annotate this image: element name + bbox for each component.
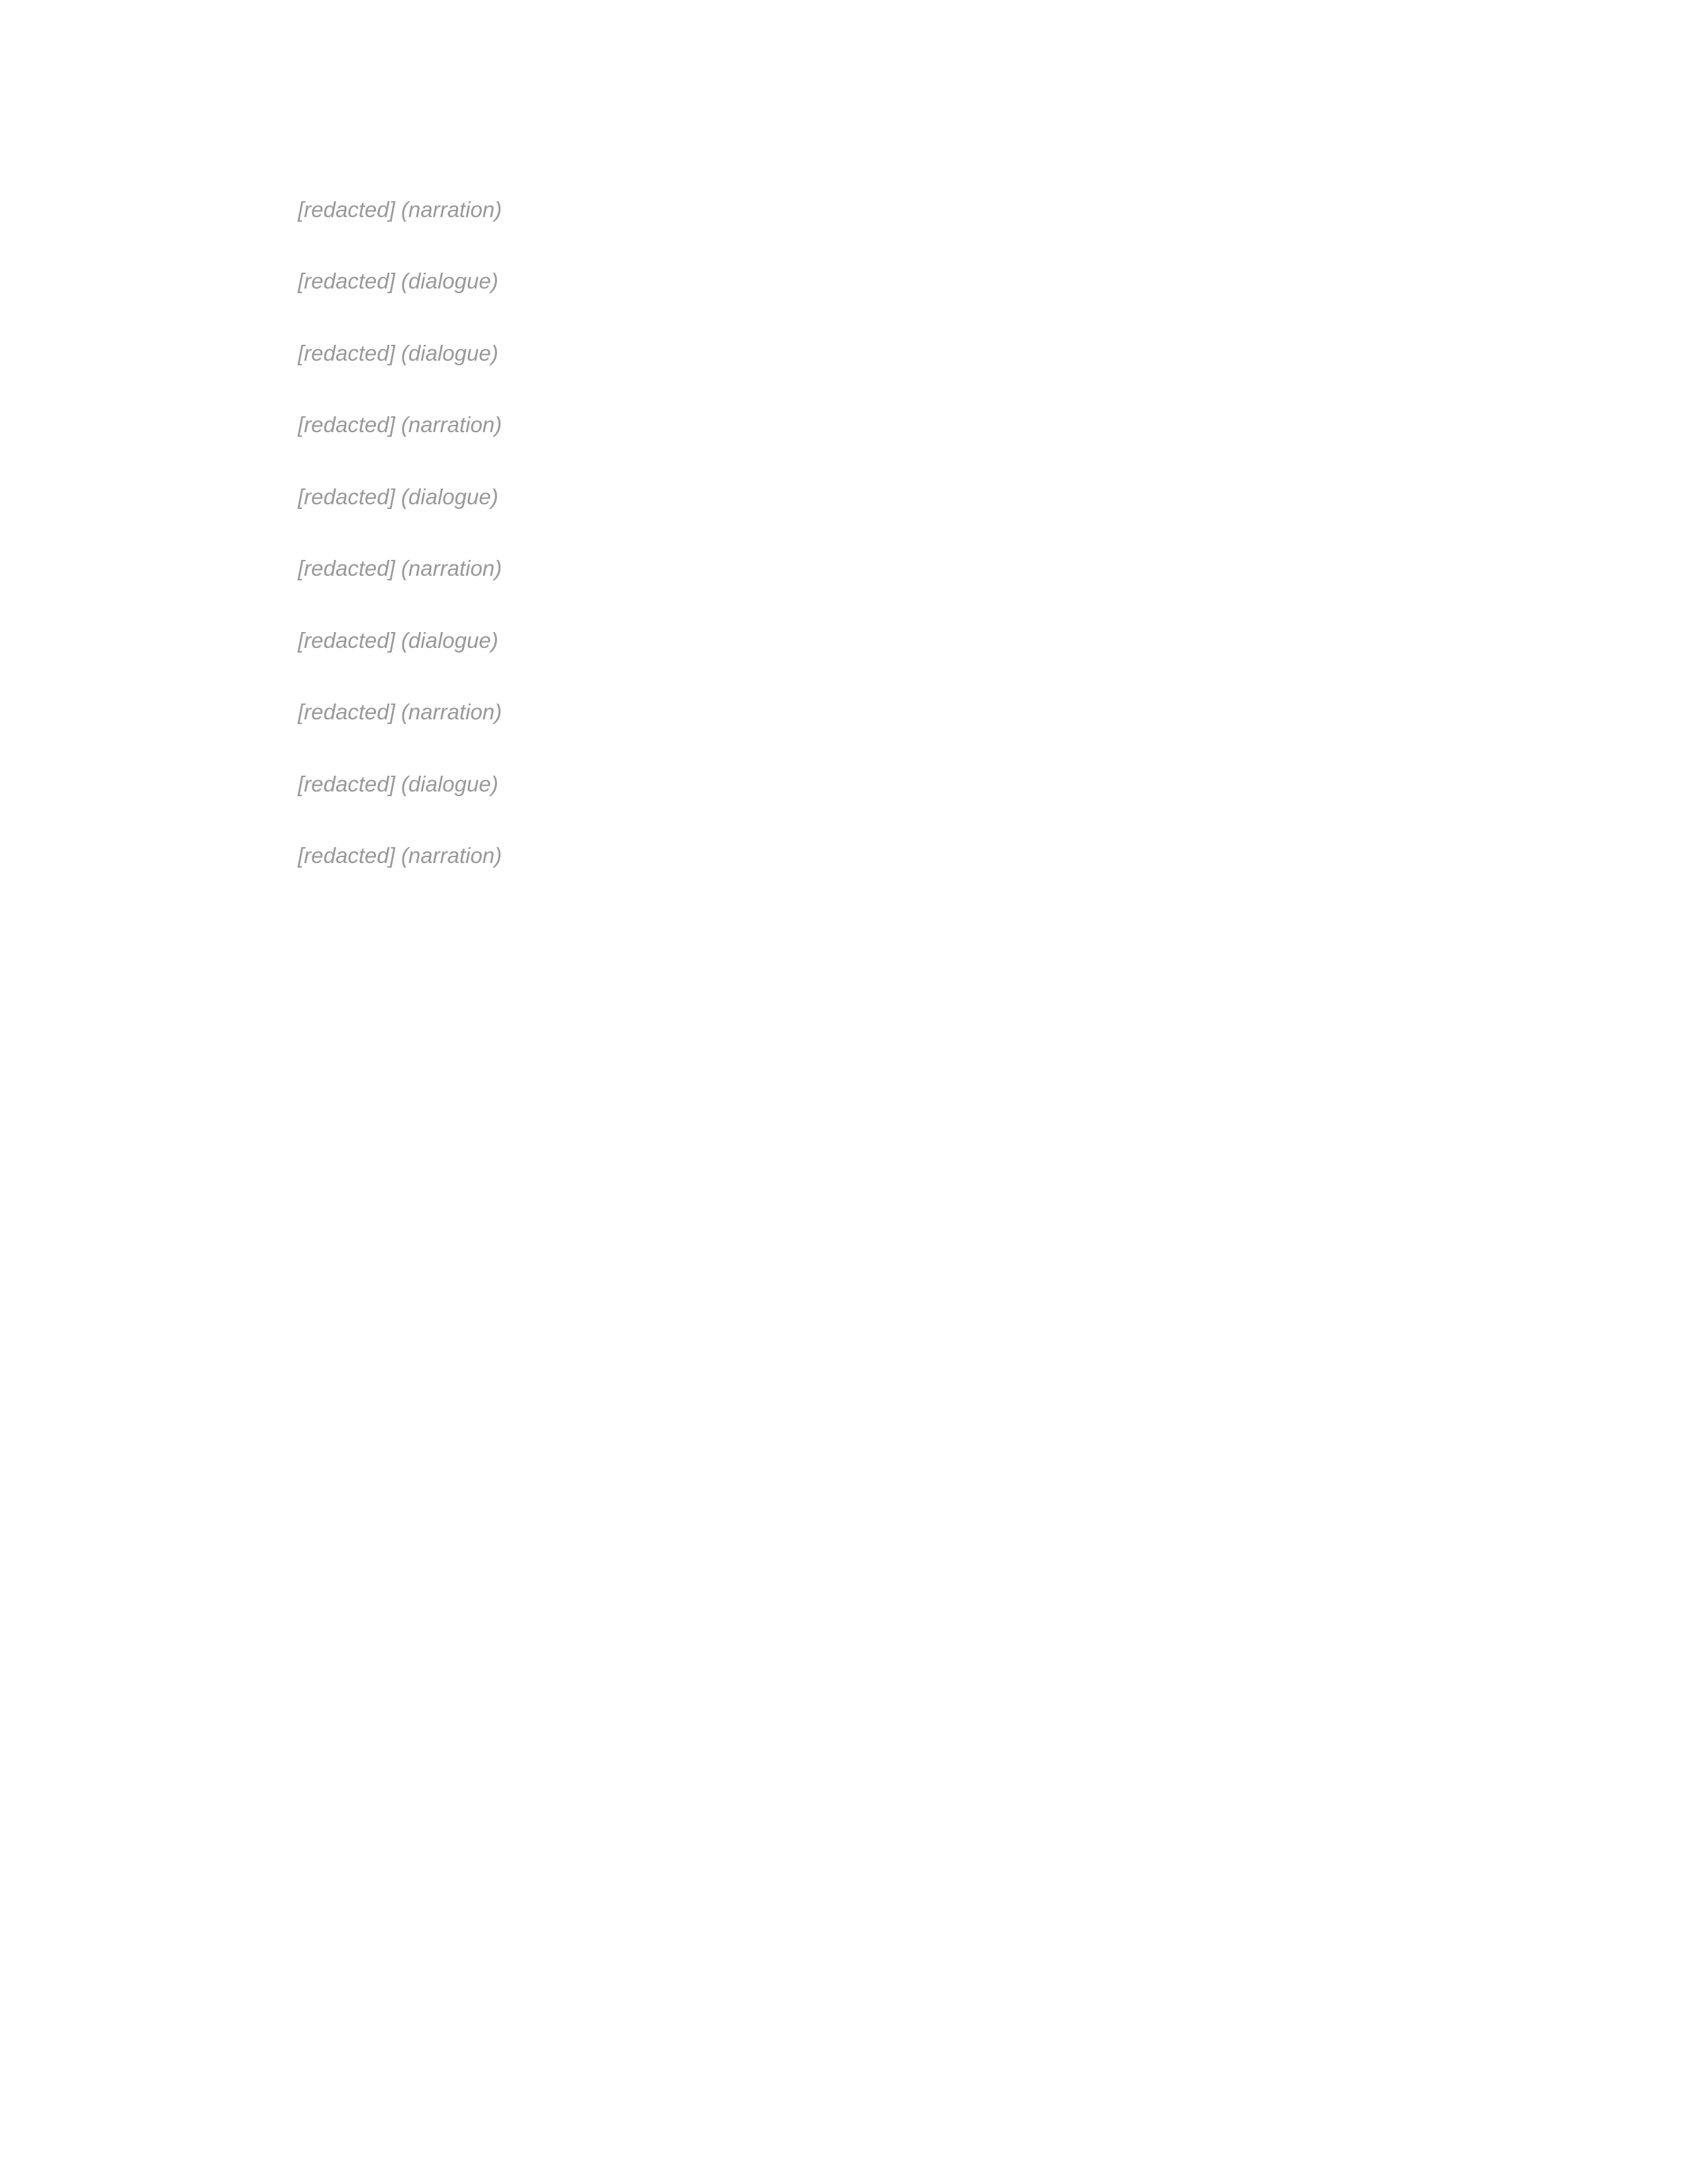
paragraph: [redacted] (dialogue) — [298, 484, 498, 509]
paragraph: [redacted] (narration) — [298, 197, 502, 222]
paragraph: [redacted] (narration) — [298, 412, 502, 437]
paragraph: [redacted] (narration) — [298, 556, 502, 581]
paragraph: [redacted] (dialogue) — [298, 340, 498, 365]
paragraph: [redacted] (dialogue) — [298, 627, 498, 653]
paragraph: [redacted] (dialogue) — [298, 269, 498, 294]
paragraph: [redacted] (narration) — [298, 700, 502, 725]
paragraph: [redacted] (dialogue) — [298, 771, 498, 796]
paragraph: [redacted] (narration) — [298, 842, 502, 868]
